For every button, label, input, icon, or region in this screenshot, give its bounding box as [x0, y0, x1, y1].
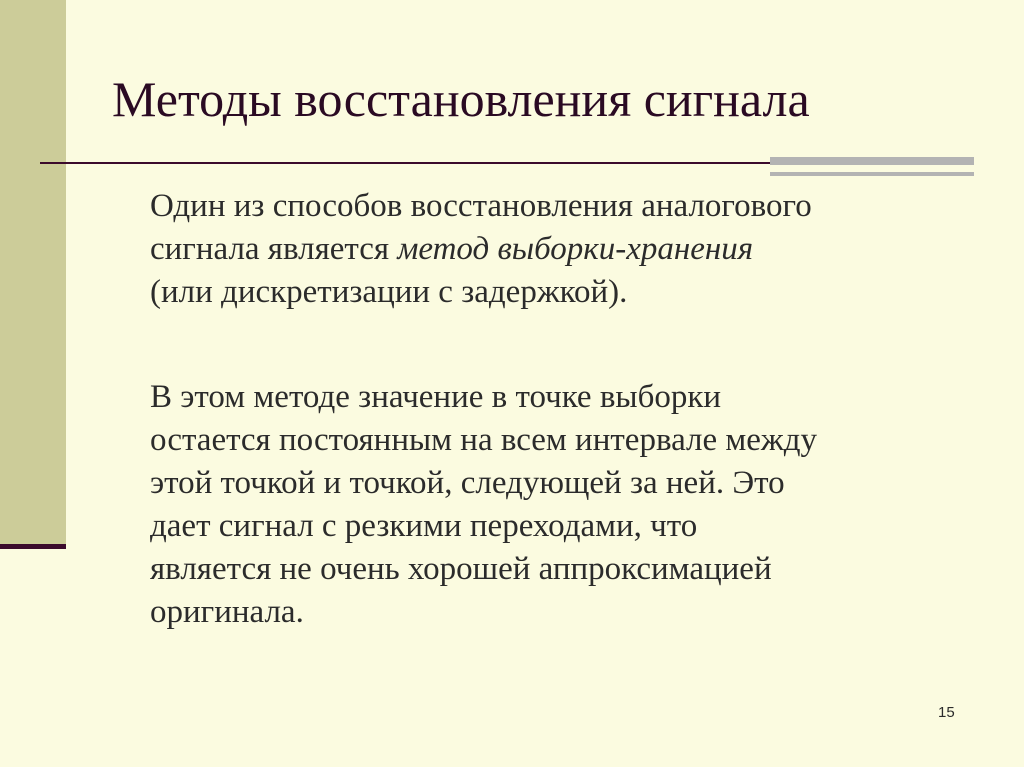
sidebar-underline [0, 544, 66, 549]
title-accent-bar [770, 157, 974, 165]
page-number: 15 [938, 704, 955, 721]
paragraph-1-line-2 [150, 228, 970, 271]
title-accent-bar-secondary [770, 172, 974, 176]
paragraph-2-line: В этом методе значение в точке выборки [150, 379, 722, 415]
paragraph-2-line: оригинала. [150, 594, 304, 630]
paragraph-2-line: этой точкой и точкой, следующей за ней. Это [150, 465, 785, 501]
paragraph-1-line-1: Один из способов восстановления аналогового [150, 188, 812, 224]
paragraph-2-line: остается постоянным на всем интервале между [150, 422, 818, 458]
emphasized-term: метод выборки-хранения [397, 231, 754, 267]
paragraph-2 [150, 376, 990, 634]
paragraph-1-line-2-text: сигнала является [150, 231, 398, 267]
slide-title: Методы восстановления сигнала [112, 71, 810, 127]
paragraph-1-line-3: (или дискретизации с задержкой). [150, 274, 628, 310]
paragraph-2-line: дает сигнал с резкими переходами, что [150, 508, 698, 544]
paragraph-2-line: является не очень хорошей аппроксимацией [150, 551, 772, 587]
sidebar-decoration [0, 0, 66, 548]
paragraph-1 [150, 185, 970, 314]
